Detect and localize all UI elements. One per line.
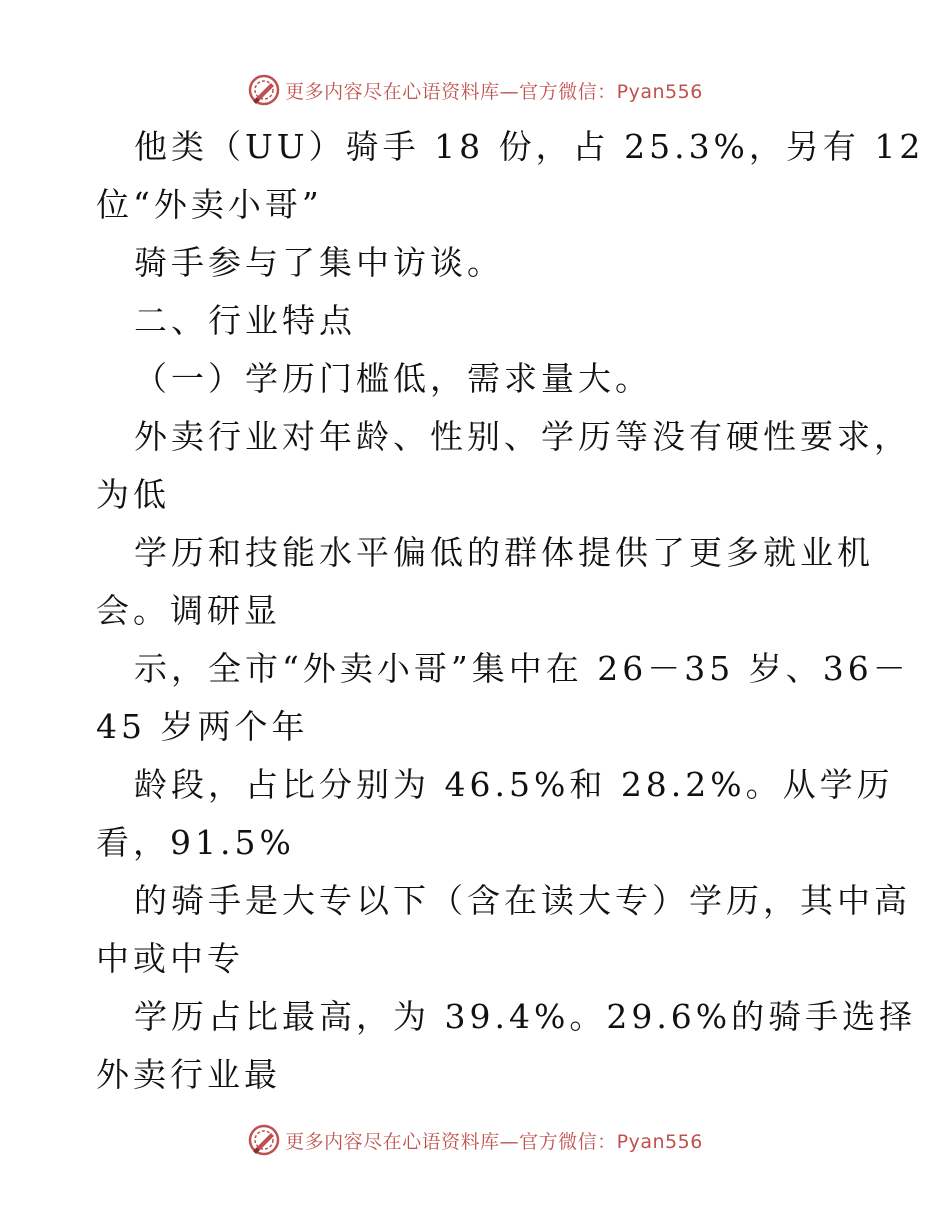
- text-line: 学历占比最高，为 39.4%。29.6%的骑手选择: [134, 997, 917, 1036]
- header-banner: [0, 70, 950, 110]
- text-line: 龄段，占比分别为 46.5%和 28.2%。从学历: [134, 765, 894, 804]
- text-line: 位“外卖小哥”: [96, 185, 323, 224]
- text-line: 示，全市“外卖小哥”集中在 26－35 岁、36－: [134, 649, 910, 688]
- subsection-heading: （一）学历门槛低，需求量大。: [134, 359, 652, 398]
- section-heading: 二、行业特点: [134, 301, 356, 340]
- red-seal-logo-icon: [247, 73, 281, 107]
- text-line: 看，91.5%: [96, 823, 295, 862]
- text-line: 外卖行业对年龄、性别、学历等没有硬性要求，: [134, 417, 911, 456]
- red-seal-logo-icon: [247, 1123, 281, 1157]
- text-line: 45 岁两个年: [96, 707, 309, 746]
- text-line: 外卖行业最: [96, 1055, 281, 1094]
- header-watermark-text: 更多内容尽在心语资料库—官方微信：Pyan556: [285, 80, 703, 103]
- footer-banner: [0, 1120, 950, 1160]
- text-line: 为低: [96, 475, 170, 514]
- document-body: [96, 118, 925, 1104]
- text-line: 中或中专: [96, 939, 244, 978]
- footer-watermark-text: 更多内容尽在心语资料库—官方微信：Pyan556: [285, 1130, 703, 1153]
- text-line: 的骑手是大专以下（含在读大专）学历，其中高: [134, 881, 911, 920]
- text-line: 骑手参与了集中访谈。: [134, 243, 504, 282]
- text-line: 会。调研显: [96, 591, 281, 630]
- text-line: 他类（UU）骑手 18 份，占 25.3%，另有 12: [134, 127, 925, 166]
- text-line: 学历和技能水平偏低的群体提供了更多就业机: [134, 533, 874, 572]
